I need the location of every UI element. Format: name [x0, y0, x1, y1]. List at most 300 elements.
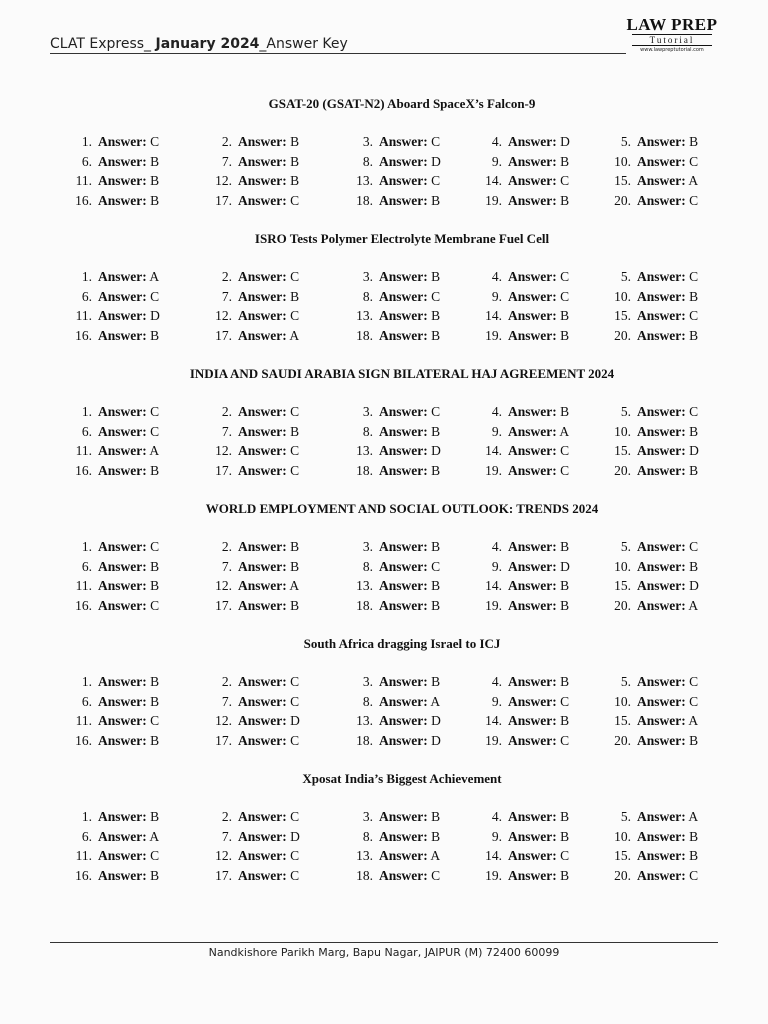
answer-value: C	[150, 288, 160, 304]
question-number: 19.	[485, 867, 502, 883]
answer-item	[68, 326, 159, 345]
question-number: 4.	[491, 134, 502, 149]
answer-label: Answer:	[508, 404, 557, 419]
question-number: 19.	[485, 327, 502, 343]
answer-row	[0, 287, 768, 306]
answer-value: B	[150, 867, 160, 883]
logo-main-text: LAW PREP	[626, 15, 718, 34]
question-number: 6.	[81, 288, 92, 304]
answer-value: B	[431, 269, 441, 284]
answer-value: A	[688, 809, 699, 824]
answer-row	[0, 422, 768, 441]
question-number: 19.	[485, 597, 502, 613]
answer-label: Answer:	[637, 462, 686, 478]
question-number: 6.	[81, 153, 92, 169]
answer-label: Answer:	[379, 597, 428, 613]
answer-item	[349, 132, 440, 151]
answer-label: Answer:	[98, 867, 147, 883]
answer-value: D	[290, 828, 300, 844]
answer-value: D	[431, 443, 441, 458]
answer-item	[349, 846, 440, 865]
section-title: ISRO Tests Polymer Electrolyte Membrane Fuel Cell	[254, 231, 550, 246]
question-number: 3.	[362, 404, 373, 419]
answer-label: Answer:	[98, 809, 147, 824]
answer-item	[478, 576, 569, 595]
answer-item	[349, 461, 440, 480]
answer-label: Answer:	[637, 578, 686, 593]
answer-value: B	[689, 134, 699, 149]
answer-label: Answer:	[238, 848, 287, 863]
question-number: 8.	[362, 558, 373, 574]
question-number: 5.	[620, 404, 631, 419]
answer-label: Answer:	[379, 462, 428, 478]
answer-label: Answer:	[637, 153, 686, 169]
answer-value: C	[290, 443, 300, 458]
answer-item	[68, 866, 159, 885]
answer-label: Answer:	[379, 404, 428, 419]
answer-item	[607, 846, 698, 865]
question-number: 16.	[75, 732, 92, 748]
answer-item	[68, 171, 159, 190]
question-number: 8.	[362, 693, 373, 709]
answer-value: C	[689, 308, 699, 323]
answer-label: Answer:	[238, 809, 287, 824]
answer-label: Answer:	[637, 269, 686, 284]
answer-value: C	[689, 693, 699, 709]
question-number: 15.	[614, 173, 631, 188]
answer-item	[478, 827, 569, 846]
answer-value: C	[150, 848, 160, 863]
answer-value: B	[560, 153, 570, 169]
question-number: 9.	[491, 288, 502, 304]
answer-item	[68, 267, 159, 286]
answer-value: C	[689, 192, 699, 208]
answer-item	[607, 731, 698, 750]
answer-item	[478, 807, 569, 826]
answer-label: Answer:	[238, 462, 287, 478]
question-number: 4.	[491, 539, 502, 554]
answer-item	[349, 152, 441, 171]
answer-item	[349, 711, 441, 730]
answer-label: Answer:	[98, 173, 147, 188]
question-number: 3.	[362, 674, 373, 689]
question-number: 12.	[215, 578, 232, 593]
answer-value: D	[560, 134, 570, 149]
answer-item	[208, 557, 299, 576]
answer-item	[607, 132, 698, 151]
answer-label: Answer:	[98, 308, 147, 323]
answer-grid	[0, 519, 768, 634]
answer-label: Answer:	[508, 443, 557, 458]
answer-value: B	[560, 192, 570, 208]
answer-item	[68, 807, 159, 826]
answer-value: B	[431, 828, 441, 844]
answer-row	[0, 692, 768, 711]
answer-value: C	[689, 539, 699, 554]
answer-value: B	[290, 558, 300, 574]
answer-row	[0, 326, 768, 345]
answer-label: Answer:	[379, 269, 428, 284]
answer-item	[349, 441, 441, 460]
question-number: 9.	[491, 558, 502, 574]
answer-label: Answer:	[379, 443, 428, 458]
question-number: 13.	[356, 173, 373, 188]
answer-value: B	[431, 462, 441, 478]
answer-value: C	[560, 443, 570, 458]
answer-value: B	[560, 597, 570, 613]
answer-label: Answer:	[238, 558, 287, 574]
answer-value: B	[431, 674, 441, 689]
answer-row	[0, 557, 768, 576]
answer-item	[208, 441, 299, 460]
answer-label: Answer:	[637, 443, 686, 458]
answer-item	[349, 576, 440, 595]
question-number: 4.	[491, 809, 502, 824]
answer-value: B	[560, 578, 570, 593]
answer-label: Answer:	[379, 867, 428, 883]
answer-item	[68, 287, 159, 306]
answer-label: Answer:	[98, 828, 147, 844]
answer-row	[0, 132, 768, 151]
answer-item	[607, 827, 698, 846]
question-number: 6.	[81, 693, 92, 709]
answer-label: Answer:	[637, 828, 686, 844]
answer-item	[607, 152, 698, 171]
answer-value: C	[689, 269, 699, 284]
answer-value: B	[560, 539, 570, 554]
answer-value: C	[150, 539, 160, 554]
question-number: 18.	[356, 732, 373, 748]
answer-item	[208, 807, 299, 826]
question-number: 16.	[75, 327, 92, 343]
answer-label: Answer:	[238, 443, 287, 458]
answer-value: B	[290, 153, 300, 169]
answer-item	[68, 711, 159, 730]
answer-item	[208, 537, 299, 556]
section-title: Xposat India’s Biggest Achievement	[302, 771, 502, 786]
answer-value: A	[688, 597, 699, 613]
answer-value: C	[431, 867, 441, 883]
answer-value: B	[560, 713, 570, 728]
answer-item	[68, 731, 159, 750]
answer-item	[478, 711, 569, 730]
answer-value: C	[560, 732, 570, 748]
answer-label: Answer:	[238, 327, 287, 343]
answer-item	[607, 596, 698, 615]
answer-label: Answer:	[98, 848, 147, 863]
answer-label: Answer:	[508, 867, 557, 883]
answer-item	[607, 306, 698, 325]
answer-value: C	[560, 848, 570, 863]
question-number: 10.	[614, 423, 631, 439]
question-number: 13.	[356, 578, 373, 593]
answer-value: B	[689, 462, 699, 478]
answer-item	[349, 596, 440, 615]
question-number: 7.	[221, 558, 232, 574]
answer-value: B	[150, 327, 160, 343]
answer-row	[0, 441, 768, 460]
answer-value: B	[431, 327, 441, 343]
question-number: 12.	[215, 713, 232, 728]
question-number: 3.	[362, 269, 373, 284]
header-title-suffix: _Answer Key	[259, 36, 348, 52]
question-number: 4.	[491, 269, 502, 284]
question-number: 12.	[215, 308, 232, 323]
answer-item	[478, 441, 569, 460]
answer-label: Answer:	[508, 288, 557, 304]
answer-label: Answer:	[98, 192, 147, 208]
answer-item	[478, 132, 570, 151]
question-number: 16.	[75, 192, 92, 208]
answer-label: Answer:	[379, 674, 428, 689]
answer-item	[208, 866, 299, 885]
answer-label: Answer:	[98, 539, 147, 554]
answer-value: B	[150, 462, 160, 478]
answer-value: C	[560, 173, 570, 188]
answer-row	[0, 807, 768, 826]
answer-item	[68, 422, 159, 441]
answer-label: Answer:	[238, 288, 287, 304]
answer-label: Answer:	[637, 732, 686, 748]
answer-item	[349, 422, 440, 441]
answer-label: Answer:	[637, 192, 686, 208]
answer-item	[208, 326, 299, 345]
question-number: 19.	[485, 732, 502, 748]
answer-value: C	[290, 848, 300, 863]
answer-row	[0, 576, 768, 595]
question-number: 2.	[221, 269, 232, 284]
question-number: 18.	[356, 597, 373, 613]
answer-label: Answer:	[508, 578, 557, 593]
question-number: 5.	[620, 269, 631, 284]
answer-value: C	[689, 674, 699, 689]
answer-item	[478, 306, 569, 325]
answer-value: B	[150, 674, 160, 689]
answer-value: C	[431, 134, 441, 149]
question-number: 4.	[491, 674, 502, 689]
answer-label: Answer:	[98, 693, 147, 709]
answer-item	[607, 807, 698, 826]
answer-item	[607, 441, 699, 460]
answer-item	[68, 402, 159, 421]
answer-item	[68, 846, 159, 865]
answer-value: C	[150, 597, 160, 613]
question-number: 9.	[491, 693, 502, 709]
answer-label: Answer:	[98, 443, 147, 458]
answer-item	[478, 402, 569, 421]
answer-row	[0, 152, 768, 171]
question-number: 7.	[221, 288, 232, 304]
footer-rule	[50, 942, 718, 943]
answer-label: Answer:	[238, 404, 287, 419]
answer-label: Answer:	[637, 848, 686, 863]
answer-item	[208, 711, 300, 730]
answer-value: C	[150, 134, 160, 149]
answer-item	[208, 422, 299, 441]
question-number: 20.	[614, 192, 631, 208]
answer-label: Answer:	[379, 134, 428, 149]
answer-label: Answer:	[238, 308, 287, 323]
answer-item	[478, 672, 569, 691]
question-number: 12.	[215, 173, 232, 188]
question-number: 8.	[362, 828, 373, 844]
answer-label: Answer:	[98, 674, 147, 689]
answer-item	[208, 152, 299, 171]
answer-item	[349, 827, 440, 846]
answer-value: B	[560, 308, 570, 323]
answer-item	[349, 672, 440, 691]
question-number: 10.	[614, 288, 631, 304]
answer-value: C	[290, 674, 300, 689]
question-number: 12.	[215, 848, 232, 863]
answer-row	[0, 672, 768, 691]
question-number: 3.	[362, 809, 373, 824]
question-number: 16.	[75, 462, 92, 478]
answer-item	[68, 306, 160, 325]
answer-label: Answer:	[379, 828, 428, 844]
answer-value: C	[290, 308, 300, 323]
answer-item	[208, 596, 299, 615]
answer-section	[0, 364, 768, 499]
question-number: 13.	[356, 848, 373, 863]
answer-label: Answer:	[508, 674, 557, 689]
footer-address: Nandkishore Parikh Marg, Bapu Nagar, JAIPUR (M) 72400 60099	[208, 946, 560, 959]
answer-section	[0, 94, 768, 229]
answer-label: Answer:	[379, 558, 428, 574]
question-number: 3.	[362, 539, 373, 554]
answer-item	[607, 866, 698, 885]
answer-label: Answer:	[379, 173, 428, 188]
answer-label: Answer:	[379, 192, 428, 208]
answer-item	[349, 692, 440, 711]
question-number: 10.	[614, 828, 631, 844]
answer-value: B	[150, 153, 160, 169]
header-title-prefix: CLAT Express_	[50, 36, 156, 52]
answer-label: Answer:	[98, 288, 147, 304]
question-number: 7.	[221, 423, 232, 439]
answer-value: C	[290, 809, 300, 824]
answer-label: Answer:	[508, 713, 557, 728]
answer-value: B	[689, 327, 699, 343]
section-title: WORLD EMPLOYMENT AND SOCIAL OUTLOOK: TRENDS 2024	[205, 501, 599, 516]
question-number: 11.	[75, 848, 92, 863]
answer-item	[349, 807, 440, 826]
answer-value: C	[290, 693, 300, 709]
answer-value: C	[560, 462, 570, 478]
answer-item	[68, 596, 159, 615]
answer-value: B	[290, 288, 300, 304]
question-number: 12.	[215, 443, 232, 458]
answer-section	[0, 229, 768, 364]
answer-value: A	[289, 327, 300, 343]
answer-grid	[0, 654, 768, 769]
question-number: 17.	[215, 732, 232, 748]
answer-item	[478, 422, 569, 441]
answer-value: A	[289, 578, 300, 593]
answer-label: Answer:	[379, 288, 428, 304]
answer-value: C	[431, 404, 441, 419]
answer-section	[0, 769, 768, 904]
answer-label: Answer:	[379, 732, 428, 748]
answer-label: Answer:	[508, 192, 557, 208]
question-number: 7.	[221, 828, 232, 844]
answer-item	[208, 287, 299, 306]
answer-label: Answer:	[637, 173, 686, 188]
answer-label: Answer:	[508, 308, 557, 323]
question-number: 1.	[81, 539, 92, 554]
answer-value: B	[560, 828, 570, 844]
answer-label: Answer:	[379, 539, 428, 554]
question-number: 6.	[81, 423, 92, 439]
answer-value: B	[290, 173, 300, 188]
question-number: 10.	[614, 558, 631, 574]
answer-label: Answer:	[508, 732, 557, 748]
answer-label: Answer:	[238, 713, 287, 728]
answer-label: Answer:	[98, 732, 147, 748]
answer-item	[349, 171, 440, 190]
answer-value: B	[689, 732, 699, 748]
answer-item	[208, 191, 299, 210]
answer-label: Answer:	[379, 693, 428, 709]
question-number: 2.	[221, 674, 232, 689]
answer-row	[0, 461, 768, 480]
answer-value: C	[150, 423, 160, 439]
answer-label: Answer:	[238, 192, 287, 208]
answer-value: A	[149, 828, 160, 844]
question-number: 14.	[485, 848, 502, 863]
question-number: 9.	[491, 828, 502, 844]
answer-value: B	[290, 134, 300, 149]
answer-label: Answer:	[508, 327, 557, 343]
answer-label: Answer:	[98, 404, 147, 419]
answer-row	[0, 866, 768, 885]
answer-value: B	[150, 732, 160, 748]
answer-value: B	[431, 423, 441, 439]
answer-value: B	[689, 848, 699, 863]
answer-row	[0, 711, 768, 730]
question-number: 16.	[75, 867, 92, 883]
answer-item	[208, 827, 300, 846]
question-number: 8.	[362, 288, 373, 304]
answer-label: Answer:	[379, 848, 428, 863]
answer-label: Answer:	[379, 308, 428, 323]
answer-item	[607, 171, 698, 190]
question-number: 2.	[221, 809, 232, 824]
answer-item	[478, 191, 569, 210]
answer-value: C	[560, 288, 570, 304]
answer-value: C	[150, 404, 160, 419]
answer-section	[0, 634, 768, 769]
answer-value: B	[560, 404, 570, 419]
answer-value: B	[290, 539, 300, 554]
answer-label: Answer:	[98, 134, 147, 149]
answer-label: Answer:	[637, 308, 686, 323]
answer-row	[0, 537, 768, 556]
answer-label: Answer:	[508, 153, 557, 169]
answer-item	[68, 576, 159, 595]
answer-label: Answer:	[98, 423, 147, 439]
answer-value: B	[431, 539, 441, 554]
answer-label: Answer:	[637, 558, 686, 574]
answer-value: C	[290, 462, 300, 478]
answer-value: A	[149, 269, 160, 284]
answer-item	[349, 191, 440, 210]
answer-item	[208, 132, 299, 151]
answer-grid	[0, 789, 768, 904]
answer-row	[0, 731, 768, 750]
question-number: 18.	[356, 192, 373, 208]
question-number: 6.	[81, 828, 92, 844]
